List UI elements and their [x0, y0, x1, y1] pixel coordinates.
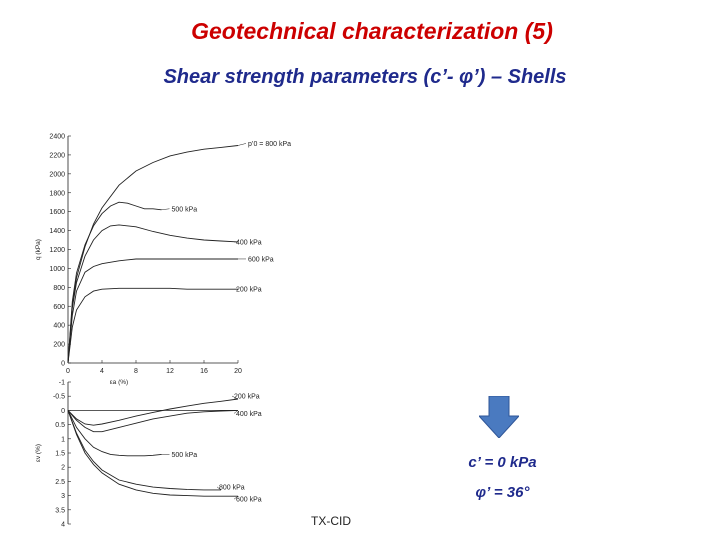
- series-label: 800 kPa: [219, 484, 245, 492]
- series-line: [68, 288, 238, 363]
- y-tick-label: 1400: [49, 228, 65, 236]
- series-leader: [238, 143, 246, 145]
- y-tick-label: 1600: [49, 209, 65, 217]
- series-line: [68, 202, 162, 363]
- series-line: [68, 410, 238, 496]
- x-tick-label: 0: [66, 368, 70, 375]
- y-tick-label: -0.5: [52, 393, 65, 401]
- series-label: 600 kPa: [248, 256, 274, 264]
- y-tick-label: 0: [61, 407, 65, 415]
- series-line: [68, 399, 238, 425]
- x-tick-label: 12: [166, 368, 174, 375]
- series-leader: [162, 209, 170, 210]
- slide-title: Geotechnical characterization (5): [191, 18, 553, 44]
- y-tick-label: 1: [61, 436, 65, 444]
- series-label: 600 kPa: [236, 496, 262, 504]
- series-label: 200 kPa: [236, 286, 262, 294]
- y-tick-label: 200: [53, 341, 65, 349]
- series-line: [68, 410, 238, 431]
- y-tick-label: 3.5: [55, 507, 65, 515]
- y-axis-label: εv (%): [35, 443, 42, 463]
- y-tick-label: 800: [53, 284, 65, 292]
- test-caption: TX-CID: [311, 514, 351, 528]
- series-line: [68, 259, 238, 363]
- series-label: 500 kPa: [171, 451, 198, 459]
- x-tick-label: 20: [234, 368, 242, 375]
- y-tick-label: 1000: [49, 265, 65, 273]
- series-label: 400 kPa: [236, 239, 262, 247]
- y-tick-label: 1800: [49, 190, 65, 198]
- series-line: [68, 146, 238, 364]
- y-tick-label: 400: [53, 322, 65, 330]
- y-tick-label: 0.5: [55, 422, 65, 430]
- y-tick-label: 2200: [49, 152, 65, 160]
- series-label: 200 kPa: [234, 393, 260, 401]
- y-tick-label: 2400: [49, 133, 65, 141]
- y-tick-label: -1: [58, 379, 65, 387]
- cohesion-result: c’ = 0 kPa: [468, 454, 537, 471]
- y-tick-label: 3: [61, 493, 65, 501]
- series-label: 500 kPa: [171, 206, 198, 214]
- y-tick-label: 2.5: [55, 478, 65, 486]
- y-tick-label: 2: [61, 464, 65, 472]
- x-tick-label: 16: [200, 368, 208, 375]
- y-tick-label: 2000: [49, 171, 65, 179]
- y-tick-label: 600: [53, 303, 65, 311]
- series-label: p’0 = 800 kPa: [248, 140, 292, 148]
- triaxial-figure: [28, 124, 298, 534]
- series-label: 400 kPa: [236, 410, 262, 418]
- y-tick-label: 0: [61, 360, 65, 368]
- slide-subtitle: Shear strength parameters (c’- φ’) – Shells: [163, 66, 567, 88]
- series-line: [68, 410, 221, 490]
- stress-strain-plot: [35, 134, 291, 387]
- arrow-down-icon: [479, 396, 519, 438]
- y-tick-label: 4: [61, 521, 65, 529]
- y-tick-label: 1.5: [55, 450, 65, 458]
- series-line: [68, 225, 238, 363]
- volumetric-strain-plot: [35, 380, 262, 529]
- x-tick-label: 4: [100, 368, 104, 375]
- x-tick-label: 8: [134, 368, 138, 375]
- y-axis-label: q (kPa): [35, 239, 42, 260]
- series-line: [68, 410, 162, 455]
- x-axis-label: εa (%): [109, 379, 129, 386]
- y-tick-label: 1200: [49, 247, 65, 254]
- friction-angle-result: φ’ = 36°: [475, 484, 530, 501]
